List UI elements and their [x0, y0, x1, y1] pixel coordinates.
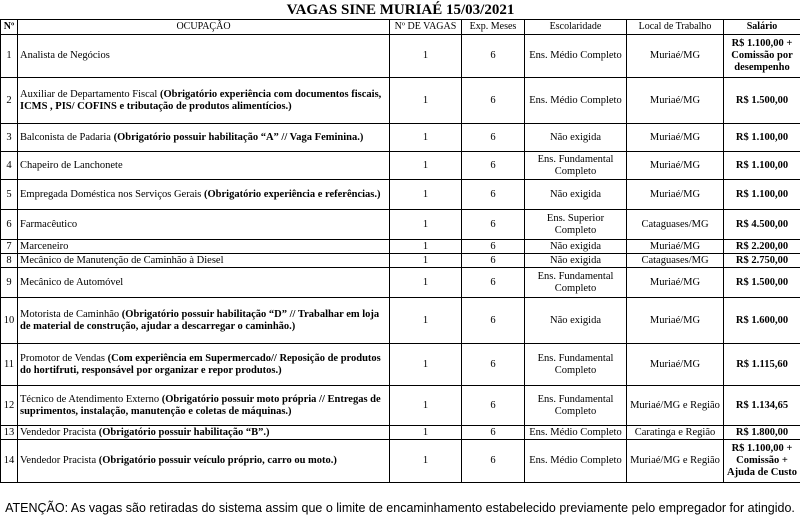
num: 14 [1, 440, 18, 483]
attention-note: ATENÇÃO: As vagas são retiradas do sistema assim que o limite de encaminhamento estabelecido previamente pelo empregador for atingido. [5, 501, 795, 515]
exp-cell: 6 [462, 152, 525, 180]
occupation-cell [18, 344, 390, 386]
occupation-cell [18, 386, 390, 426]
local-cell: Cataguases/MG [627, 210, 724, 240]
num: 10 [1, 298, 18, 344]
table-row [1, 268, 800, 298]
local-cell: Muriaé/MG [627, 35, 724, 78]
occupation-title: Empregada Doméstica nos Serviços Gerais [20, 188, 202, 200]
num: 12 [1, 386, 18, 426]
occupation-title: Técnico de Atendimento Externo [20, 393, 160, 405]
occupation-title: Farmacêutico [20, 218, 78, 230]
vagas-cell: 1 [390, 344, 462, 386]
local-cell: Muriaé/MG [627, 152, 724, 180]
occupation-title: Mecânico de Manutenção de Caminhão à Diesel [20, 254, 224, 266]
salary-cell: R$ 2.750,00 [724, 254, 800, 268]
num: 11 [1, 344, 18, 386]
header-local: Local de Trabalho [627, 20, 724, 35]
table-row [1, 344, 800, 386]
local-cell: Caratinga e Região [627, 426, 724, 440]
vagas-cell: 1 [390, 152, 462, 180]
local-cell: Muriaé/MG [627, 344, 724, 386]
table-row [1, 240, 800, 254]
occupation-title: Motorista de Caminhão [20, 308, 120, 320]
table-row [1, 386, 800, 426]
occupation-title: Balconista de Padaria [20, 131, 111, 143]
escolaridade-cell: Ens. Médio Completo [525, 78, 627, 124]
escolaridade-cell: Ens. Médio Completo [525, 426, 627, 440]
exp-cell: 6 [462, 78, 525, 124]
local-cell: Muriaé/MG e Região [627, 386, 724, 426]
header-ocupacao: OCUPAÇÃO [18, 20, 390, 35]
local-cell: Muriaé/MG [627, 268, 724, 298]
header-row [1, 20, 800, 35]
vagas-cell: 1 [390, 180, 462, 210]
vagas-cell: 1 [390, 124, 462, 152]
table-row [1, 298, 800, 344]
occupation-title: Analista de Negócios [20, 50, 110, 61]
header-num: Nº [1, 20, 18, 35]
table-row [1, 440, 800, 483]
salary-cell: R$ 1.100,00 [724, 124, 800, 152]
escolaridade-cell: Não exigida [525, 124, 627, 152]
escolaridade-cell: Ens. Médio Completo [525, 35, 627, 78]
escolaridade-cell: Não exigida [525, 180, 627, 210]
local-cell: Muriaé/MG [627, 180, 724, 210]
exp-cell: 6 [462, 344, 525, 386]
exp-cell: 6 [462, 298, 525, 344]
escolaridade-cell: Ens. Fundamental Completo [525, 386, 627, 426]
salary-cell: R$ 2.200,00 [724, 240, 800, 254]
num: 3 [1, 124, 18, 152]
salary-cell: R$ 1.100,00 + Comissão por desempenho [724, 35, 800, 78]
vagas-cell: 1 [390, 254, 462, 268]
occupation-title: Auxiliar de Departamento Fiscal [20, 88, 158, 100]
escolaridade-cell: Ens. Fundamental Completo [525, 268, 627, 298]
local-cell: Muriaé/MG [627, 240, 724, 254]
escolaridade-cell: Não exigida [525, 240, 627, 254]
table-row [1, 152, 800, 180]
table-row [1, 124, 800, 152]
exp-cell: 6 [462, 254, 525, 268]
num: 7 [1, 240, 18, 254]
salary-cell: R$ 1.115,60 [724, 344, 800, 386]
occupation-title: Vendedor Pracista [20, 455, 97, 466]
header-salario: Salário [724, 20, 800, 35]
occupation-cell [18, 210, 390, 240]
occupation-requirements: (Com experiência em Supermercado// Reposição de produtos do hortifruti, responsável por organizar e repor produtos.) [20, 352, 381, 376]
table-row [1, 254, 800, 268]
exp-cell: 6 [462, 35, 525, 78]
salary-cell: R$ 1.500,00 [724, 268, 800, 298]
exp-cell: 6 [462, 180, 525, 210]
num: 5 [1, 180, 18, 210]
vagas-cell: 1 [390, 440, 462, 483]
occupation-requirements: (Obrigatório possuir habilitação “A” // Vaga Feminina.) [110, 131, 364, 143]
occupation-cell [18, 426, 390, 440]
escolaridade-cell: Ens. Médio Completo [525, 440, 627, 483]
occupation-cell [18, 240, 390, 254]
occupation-requirements: (Obrigatório possuir habilitação “D” // Trabalhar em loja de material de construção, ajudar a descarregar o caminhão.) [20, 308, 380, 332]
vagas-cell: 1 [390, 35, 462, 78]
escolaridade-cell: Ens. Fundamental Completo [525, 152, 627, 180]
num: 9 [1, 268, 18, 298]
occupation-requirements: (Obrigatório possuir habilitação “B”.) [96, 426, 270, 438]
num: 8 [1, 254, 18, 268]
exp-cell: 6 [462, 124, 525, 152]
vagas-cell: 1 [390, 240, 462, 254]
occupation-cell [18, 180, 390, 210]
local-cell: Muriaé/MG [627, 124, 724, 152]
vagas-cell: 1 [390, 386, 462, 426]
table-row [1, 78, 800, 124]
occupation-title: Chapeiro de Lanchonete [20, 159, 123, 171]
vagas-cell: 1 [390, 298, 462, 344]
num: 4 [1, 152, 18, 180]
num: 13 [1, 426, 18, 440]
header-escolaridade: Escolaridade [525, 20, 627, 35]
header-vagas: Nº DE VAGAS [390, 20, 462, 35]
escolaridade-cell: Não exigida [525, 298, 627, 344]
exp-cell: 6 [462, 440, 525, 483]
occupation-cell [18, 440, 390, 483]
num: 6 [1, 210, 18, 240]
salary-cell: R$ 1.800,00 [724, 426, 800, 440]
exp-cell: 6 [462, 240, 525, 254]
occupation-cell [18, 124, 390, 152]
occupation-cell [18, 35, 390, 78]
salary-cell: R$ 1.100,00 [724, 180, 800, 210]
occupation-requirements: (Obrigatório possuir moto própria // Entregas de suprimentos, instalação, manutenção e coletas de máquinas.) [20, 393, 381, 417]
exp-cell: 6 [462, 386, 525, 426]
vagas-cell: 1 [390, 210, 462, 240]
occupation-title: Mecânico de Automóvel [20, 276, 124, 288]
escolaridade-cell: Não exigida [525, 254, 627, 268]
occupation-cell [18, 78, 390, 124]
local-cell: Muriaé/MG e Região [627, 440, 724, 483]
occupation-requirements: (Obrigatório experiência com documentos fiscais, ICMS , PIS/ COFINS e tributação de produtos alimentícios.) [20, 88, 382, 112]
occupation-requirements: (Obrigatório possuir veículo próprio, carro ou moto.) [96, 455, 337, 466]
table-row [1, 426, 800, 440]
table-row [1, 180, 800, 210]
local-cell: Cataguases/MG [627, 254, 724, 268]
occupation-cell [18, 254, 390, 268]
escolaridade-cell: Ens. Fundamental Completo [525, 344, 627, 386]
salary-cell: R$ 1.134,65 [724, 386, 800, 426]
occupation-cell [18, 152, 390, 180]
occupation-cell [18, 298, 390, 344]
occupation-title: Marceneiro [20, 240, 69, 252]
local-cell: Muriaé/MG [627, 298, 724, 344]
vagas-cell: 1 [390, 268, 462, 298]
occupation-cell [18, 268, 390, 298]
table-row [1, 35, 800, 78]
vagas-cell: 1 [390, 78, 462, 124]
occupation-title: Promotor de Vendas [20, 352, 105, 364]
table-row [1, 210, 800, 240]
occupation-title: Vendedor Pracista [20, 426, 97, 438]
occupation-requirements: (Obrigatório experiência e referências.) [201, 188, 381, 200]
escolaridade-cell: Ens. Superior Completo [525, 210, 627, 240]
num: 1 [1, 35, 18, 78]
salary-cell: R$ 1.500,00 [724, 78, 800, 124]
salary-cell: R$ 1.600,00 [724, 298, 800, 344]
salary-cell: R$ 4.500,00 [724, 210, 800, 240]
salary-cell: R$ 1.100,00 + Comissão + Ajuda de Custo [724, 440, 800, 483]
salary-cell: R$ 1.100,00 [724, 152, 800, 180]
vagas-cell: 1 [390, 426, 462, 440]
exp-cell: 6 [462, 268, 525, 298]
exp-cell: 6 [462, 210, 525, 240]
local-cell: Muriaé/MG [627, 78, 724, 124]
page-title: VAGAS SINE MURIAÉ 15/03/2021 [1, 0, 800, 20]
num: 2 [1, 78, 18, 124]
header-exp: Exp. Meses [462, 20, 525, 35]
exp-cell: 6 [462, 426, 525, 440]
